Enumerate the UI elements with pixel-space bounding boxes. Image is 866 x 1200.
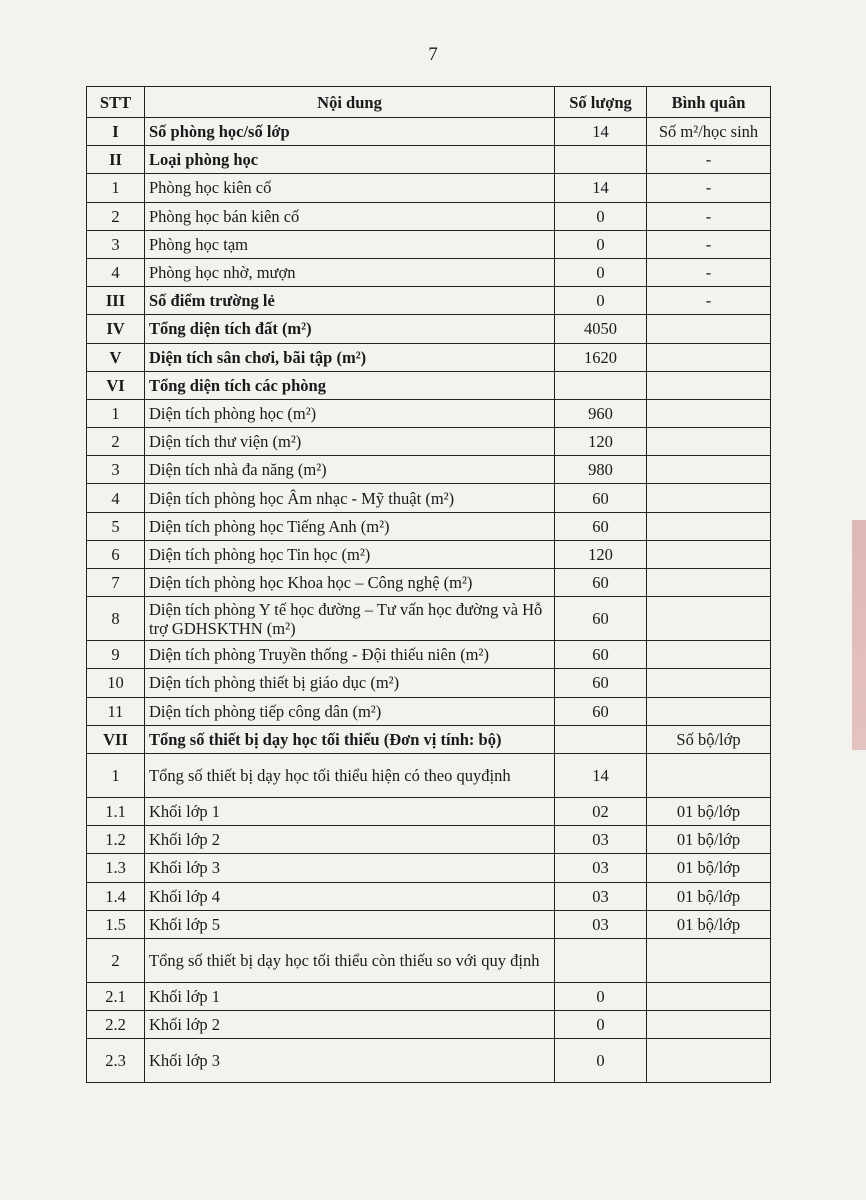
table-row <box>87 797 771 825</box>
row-content: Diện tích phòng học Tiếng Anh (m²) <box>145 512 555 540</box>
table-row <box>87 258 771 286</box>
row-content: Khối lớp 5 <box>145 910 555 938</box>
row-content: Khối lớp 1 <box>145 797 555 825</box>
row-average <box>647 641 771 669</box>
header-quantity: Số lượng <box>555 87 647 118</box>
row-quantity: 14 <box>555 753 647 797</box>
row-stt: 1.4 <box>87 882 145 910</box>
row-stt: 11 <box>87 697 145 725</box>
table-row <box>87 982 771 1010</box>
row-stt: 6 <box>87 540 145 568</box>
red-stamp-edge <box>852 520 866 750</box>
table-row <box>87 512 771 540</box>
row-content: Diện tích phòng học Âm nhạc - Mỹ thuật (m²) <box>145 484 555 512</box>
row-average <box>647 456 771 484</box>
row-stt: 2 <box>87 202 145 230</box>
table-row <box>87 597 771 641</box>
row-content: Diện tích phòng học Khoa học – Công nghệ (m²) <box>145 569 555 597</box>
table-row <box>87 569 771 597</box>
row-average <box>647 597 771 641</box>
row-quantity: 14 <box>555 118 647 146</box>
row-average: 01 bộ/lớp <box>647 854 771 882</box>
row-content: Diện tích phòng học (m²) <box>145 399 555 427</box>
row-content: Khối lớp 1 <box>145 982 555 1010</box>
row-content: Phòng học nhờ, mượn <box>145 258 555 286</box>
row-average: 01 bộ/lớp <box>647 882 771 910</box>
table-row <box>87 230 771 258</box>
row-content: Số điểm trường lẻ <box>145 287 555 315</box>
table-row <box>87 428 771 456</box>
row-average: Số m²/học sinh <box>647 118 771 146</box>
row-quantity: 60 <box>555 512 647 540</box>
table-row <box>87 287 771 315</box>
row-quantity: 0 <box>555 202 647 230</box>
row-quantity: 03 <box>555 910 647 938</box>
row-average <box>647 540 771 568</box>
row-content: Khối lớp 4 <box>145 882 555 910</box>
row-stt: 7 <box>87 569 145 597</box>
row-average <box>647 753 771 797</box>
row-average <box>647 315 771 343</box>
row-average: - <box>647 258 771 286</box>
row-quantity: 120 <box>555 428 647 456</box>
row-average <box>647 399 771 427</box>
row-content: Diện tích phòng tiếp công dân (m²) <box>145 697 555 725</box>
row-content: Diện tích sân chơi, bãi tập (m²) <box>145 343 555 371</box>
table-row <box>87 1011 771 1039</box>
row-quantity: 60 <box>555 597 647 641</box>
row-content: Tổng diện tích đất (m²) <box>145 315 555 343</box>
row-stt: 1.1 <box>87 797 145 825</box>
table-row <box>87 118 771 146</box>
row-stt: II <box>87 146 145 174</box>
row-quantity: 0 <box>555 287 647 315</box>
row-stt: 9 <box>87 641 145 669</box>
row-quantity: 0 <box>555 258 647 286</box>
row-average <box>647 484 771 512</box>
row-quantity: 03 <box>555 882 647 910</box>
row-stt: 5 <box>87 512 145 540</box>
table-row <box>87 315 771 343</box>
row-content: Tổng diện tích các phòng <box>145 371 555 399</box>
row-average: - <box>647 287 771 315</box>
row-quantity <box>555 725 647 753</box>
row-stt: 1.5 <box>87 910 145 938</box>
row-stt: III <box>87 287 145 315</box>
row-content: Khối lớp 2 <box>145 826 555 854</box>
row-quantity: 03 <box>555 854 647 882</box>
table-row <box>87 202 771 230</box>
table-row <box>87 174 771 202</box>
table-row <box>87 1039 771 1083</box>
row-average <box>647 1011 771 1039</box>
row-content: Phòng học bán kiên cố <box>145 202 555 230</box>
row-stt: 2 <box>87 428 145 456</box>
row-quantity <box>555 938 647 982</box>
table-row <box>87 697 771 725</box>
table-row <box>87 484 771 512</box>
row-content: Diện tích phòng học Tin học (m²) <box>145 540 555 568</box>
row-quantity: 60 <box>555 569 647 597</box>
row-average: 01 bộ/lớp <box>647 797 771 825</box>
row-content: Phòng học kiên cố <box>145 174 555 202</box>
table-row <box>87 456 771 484</box>
row-average <box>647 371 771 399</box>
row-quantity: 120 <box>555 540 647 568</box>
row-stt: 4 <box>87 484 145 512</box>
row-content: Khối lớp 3 <box>145 1039 555 1083</box>
row-content: Tổng số thiết bị dạy học tối thiểu (Đơn vị tính: bộ) <box>145 725 555 753</box>
row-quantity: 60 <box>555 641 647 669</box>
header-content: Nội dung <box>145 87 555 118</box>
row-content: Diện tích phòng thiết bị giáo dục (m²) <box>145 669 555 697</box>
row-quantity: 0 <box>555 1039 647 1083</box>
row-stt: IV <box>87 315 145 343</box>
row-quantity: 980 <box>555 456 647 484</box>
row-quantity <box>555 146 647 174</box>
row-quantity: 60 <box>555 484 647 512</box>
row-content: Khối lớp 3 <box>145 854 555 882</box>
table-row <box>87 540 771 568</box>
row-average <box>647 1039 771 1083</box>
row-content: Khối lớp 2 <box>145 1011 555 1039</box>
row-average: - <box>647 146 771 174</box>
row-stt: 2 <box>87 938 145 982</box>
row-stt: 3 <box>87 230 145 258</box>
row-quantity: 4050 <box>555 315 647 343</box>
row-average <box>647 569 771 597</box>
row-stt: 1 <box>87 399 145 427</box>
table-row <box>87 826 771 854</box>
table-row <box>87 854 771 882</box>
row-stt: 10 <box>87 669 145 697</box>
table-row <box>87 753 771 797</box>
row-average <box>647 428 771 456</box>
row-stt: 8 <box>87 597 145 641</box>
row-average <box>647 343 771 371</box>
row-content: Tổng số thiết bị dạy học tối thiểu còn thiếu so với quy định <box>145 938 555 982</box>
row-quantity: 14 <box>555 174 647 202</box>
row-content: Diện tích nhà đa năng (m²) <box>145 456 555 484</box>
row-stt: 1.2 <box>87 826 145 854</box>
row-quantity: 1620 <box>555 343 647 371</box>
table-body <box>87 118 771 1083</box>
table-row <box>87 371 771 399</box>
table-header-row <box>87 87 771 118</box>
row-quantity: 60 <box>555 697 647 725</box>
table-row <box>87 343 771 371</box>
row-content: Phòng học tạm <box>145 230 555 258</box>
row-quantity: 60 <box>555 669 647 697</box>
row-average <box>647 669 771 697</box>
table-row <box>87 399 771 427</box>
table-row <box>87 146 771 174</box>
row-average <box>647 697 771 725</box>
row-quantity: 0 <box>555 230 647 258</box>
row-stt: V <box>87 343 145 371</box>
table-row <box>87 938 771 982</box>
row-quantity: 960 <box>555 399 647 427</box>
table-row <box>87 669 771 697</box>
row-average: 01 bộ/lớp <box>647 910 771 938</box>
header-average: Bình quân <box>647 87 771 118</box>
header-stt: STT <box>87 87 145 118</box>
page-number: 7 <box>428 44 438 65</box>
table-row <box>87 910 771 938</box>
row-content: Loại phòng học <box>145 146 555 174</box>
row-content: Diện tích phòng Truyền thống - Đội thiếu niên (m²) <box>145 641 555 669</box>
row-quantity: 02 <box>555 797 647 825</box>
row-stt: 2.2 <box>87 1011 145 1039</box>
row-content: Số phòng học/số lớp <box>145 118 555 146</box>
row-quantity <box>555 371 647 399</box>
row-average <box>647 982 771 1010</box>
row-stt: 2.1 <box>87 982 145 1010</box>
row-content: Tổng số thiết bị dạy học tối thiểu hiện có theo quyđịnh <box>145 753 555 797</box>
facilities-table <box>86 86 771 1083</box>
row-stt: 3 <box>87 456 145 484</box>
row-quantity: 0 <box>555 1011 647 1039</box>
row-average <box>647 938 771 982</box>
row-stt: 1 <box>87 753 145 797</box>
row-quantity: 03 <box>555 826 647 854</box>
row-content: Diện tích phòng Y tế học đường – Tư vấn học đường và Hỗ trợ GDHSKTHN (m²) <box>145 597 555 641</box>
table-row <box>87 725 771 753</box>
row-average: - <box>647 174 771 202</box>
row-content: Diện tích thư viện (m²) <box>145 428 555 456</box>
row-average: Số bộ/lớp <box>647 725 771 753</box>
row-average: 01 bộ/lớp <box>647 826 771 854</box>
row-stt: 1.3 <box>87 854 145 882</box>
row-stt: VI <box>87 371 145 399</box>
row-average: - <box>647 230 771 258</box>
row-average <box>647 512 771 540</box>
row-stt: 2.3 <box>87 1039 145 1083</box>
table-row <box>87 882 771 910</box>
row-stt: 1 <box>87 174 145 202</box>
row-stt: VII <box>87 725 145 753</box>
row-stt: I <box>87 118 145 146</box>
table-row <box>87 641 771 669</box>
row-average: - <box>647 202 771 230</box>
row-stt: 4 <box>87 258 145 286</box>
row-quantity: 0 <box>555 982 647 1010</box>
